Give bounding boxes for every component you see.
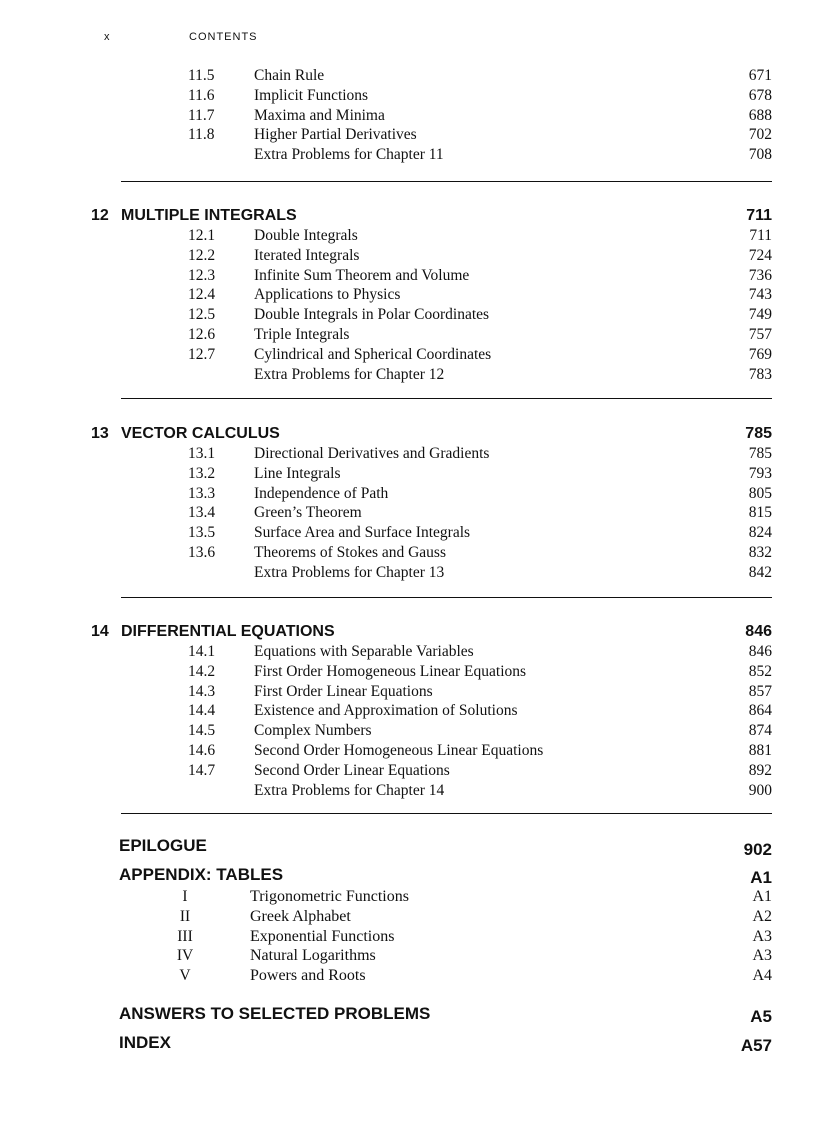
toc-entry [0, 106, 816, 126]
section-page: 749 [748, 306, 772, 324]
toc-entry [0, 662, 816, 682]
section-title: Existence and Approximation of Solutions [254, 702, 518, 720]
appendix [0, 864, 816, 986]
toc-entry [0, 365, 816, 385]
section-title: Applications to Physics [254, 286, 401, 304]
section-title: Double Integrals [254, 227, 358, 244]
section-number: 14.2 [188, 662, 216, 680]
part-heading [0, 1032, 816, 1054]
section-number: 14.4 [188, 702, 216, 720]
table-page: A4 [752, 967, 772, 985]
appendix-title: APPENDIX: TABLES [119, 865, 284, 884]
toc-entry [0, 523, 816, 543]
section-title: Extra Problems for Chapter 12 [254, 365, 445, 383]
section-number: 11.6 [188, 86, 215, 104]
table-page: A1 [752, 888, 772, 905]
section-title: Line Integrals [254, 464, 341, 482]
chapter-number: 14 [91, 623, 109, 640]
section-number: 12.3 [188, 266, 216, 284]
toc-entry [0, 464, 816, 484]
index-title: INDEX [119, 1033, 171, 1052]
section-page: 892 [748, 761, 772, 779]
section-page: 881 [748, 741, 772, 759]
section-number: 12.6 [188, 325, 216, 343]
table-title: Greek Alphabet [250, 907, 351, 925]
section-page: 864 [748, 702, 772, 720]
index-entry [0, 1032, 816, 1054]
section-number: 13.2 [188, 464, 216, 482]
toc-entry [0, 927, 816, 947]
chapter-page: 846 [745, 623, 772, 640]
part-heading [0, 864, 816, 886]
divider-rule [121, 181, 772, 182]
table-number: I [182, 888, 188, 905]
section-number: 12.2 [188, 246, 216, 264]
toc-entry [0, 444, 816, 464]
section-number: 13.1 [188, 445, 216, 462]
toc-entry [0, 145, 816, 165]
section-title: Implicit Functions [254, 86, 369, 104]
epilogue-title: EPILOGUE [119, 836, 207, 855]
toc-entry [0, 125, 816, 145]
section-number: 12.4 [188, 286, 216, 304]
section-number: 13.3 [188, 484, 216, 502]
section-number: 12.1 [188, 227, 216, 244]
toc-entry [0, 966, 816, 986]
section-page: 736 [748, 266, 772, 284]
section-page: 678 [748, 86, 772, 104]
toc-entry [0, 721, 816, 741]
part-heading [0, 835, 816, 857]
section-number: 12.5 [188, 306, 216, 324]
divider-rule [121, 398, 772, 399]
chapter-12 [0, 205, 816, 384]
part-heading [0, 1003, 816, 1025]
section-number: 14.5 [188, 722, 216, 740]
section-page: 724 [748, 246, 772, 264]
section-page: 702 [748, 126, 772, 144]
section-page: 711 [749, 227, 772, 244]
chapter-number: 13 [91, 425, 109, 442]
section-number: 11.5 [188, 67, 215, 84]
answers-page: A5 [750, 1007, 772, 1026]
chapter-13 [0, 423, 816, 583]
toc-entry [0, 66, 816, 86]
toc-entry [0, 907, 816, 927]
section-title: Green’s Theorem [254, 504, 362, 522]
section-number: 14.7 [188, 761, 216, 779]
toc-entry [0, 563, 816, 583]
toc-entry [0, 484, 816, 504]
section-title: Surface Area and Surface Integrals [254, 524, 471, 542]
toc-entry [0, 226, 816, 246]
table-number: IV [176, 947, 194, 965]
section-page: 688 [748, 106, 772, 124]
section-title: Extra Problems for Chapter 13 [254, 563, 445, 581]
toc-entry [0, 345, 816, 365]
section-title: Chain Rule [254, 67, 325, 84]
table-page: A2 [752, 907, 772, 925]
section-title: Extra Problems for Chapter 11 [254, 146, 444, 164]
toc-entry [0, 761, 816, 781]
section-number: 11.8 [188, 126, 215, 144]
toc-entry [0, 325, 816, 345]
toc-entry [0, 682, 816, 702]
section-page: 708 [748, 146, 772, 164]
section-title: First Order Linear Equations [254, 682, 433, 700]
chapter-title: VECTOR CALCULUS [121, 425, 280, 442]
section-page: 900 [748, 781, 772, 799]
section-page: 805 [748, 484, 772, 502]
toc-entry [0, 285, 816, 305]
chapter-number: 12 [91, 207, 109, 224]
section-title: Extra Problems for Chapter 14 [254, 781, 445, 799]
toc-entry [0, 305, 816, 325]
section-title: Infinite Sum Theorem and Volume [254, 266, 470, 284]
index-page: A57 [740, 1036, 772, 1055]
toc-entry [0, 701, 816, 721]
section-title: Double Integrals in Polar Coordinates [254, 306, 490, 324]
section-title: Higher Partial Derivatives [254, 126, 417, 144]
section-title: Second Order Homogeneous Linear Equations [254, 741, 544, 759]
toc-entry [0, 86, 816, 106]
chapter-page: 711 [746, 207, 772, 224]
chapter-heading [0, 423, 816, 444]
chapter-title: MULTIPLE INTEGRALS [121, 207, 297, 224]
section-page: 824 [748, 524, 772, 542]
section-title: Theorems of Stokes and Gauss [254, 543, 446, 561]
chapter-page: 785 [745, 425, 772, 442]
section-number: 14.1 [188, 643, 216, 660]
section-number: 13.5 [188, 524, 216, 542]
toc-entry [0, 741, 816, 761]
section-title: Directional Derivatives and Gradients [254, 445, 490, 462]
table-number: III [177, 927, 193, 945]
toc-entry [0, 543, 816, 563]
section-page: 842 [748, 563, 772, 581]
section-title: Complex Numbers [254, 722, 372, 740]
epilogue-page: 902 [743, 840, 772, 859]
section-page: 832 [748, 543, 772, 561]
section-page: 846 [748, 643, 772, 660]
section-title: Cylindrical and Spherical Coordinates [254, 345, 492, 363]
section-title: Second Order Linear Equations [254, 761, 450, 779]
section-page: 815 [748, 504, 772, 522]
epilogue-entry [0, 835, 816, 857]
section-number: 11.7 [188, 106, 215, 124]
answers-entry [0, 1003, 816, 1025]
toc-entry [0, 503, 816, 523]
toc-entry [0, 266, 816, 286]
toc-entry [0, 781, 816, 801]
table-title: Exponential Functions [250, 927, 395, 945]
table-page: A3 [752, 947, 772, 965]
section-page: 857 [748, 682, 772, 700]
chapter-heading [0, 205, 816, 226]
chapter-14 [0, 621, 816, 800]
section-number: 14.6 [188, 741, 216, 759]
divider-rule [121, 597, 772, 598]
section-number: 12.7 [188, 345, 216, 363]
section-number: 14.3 [188, 682, 216, 700]
section-page: 852 [748, 662, 772, 680]
table-title: Natural Logarithms [250, 947, 376, 965]
section-title: Triple Integrals [254, 325, 350, 343]
divider-rule [121, 813, 772, 814]
running-title: CONTENTS [189, 31, 258, 43]
answers-title: ANSWERS TO SELECTED PROBLEMS [119, 1004, 431, 1023]
section-number: 13.4 [188, 504, 216, 522]
table-title: Trigonometric Functions [250, 888, 409, 905]
section-page: 743 [748, 286, 772, 304]
section-page: 769 [748, 345, 772, 363]
table-number: II [179, 907, 191, 925]
section-page: 757 [748, 325, 772, 343]
section-title: Iterated Integrals [254, 246, 360, 264]
section-page: 785 [748, 445, 772, 462]
section-page: 671 [748, 67, 772, 84]
table-title: Powers and Roots [250, 967, 366, 985]
chapter-title: DIFFERENTIAL EQUATIONS [121, 623, 335, 640]
toc-entry [0, 887, 816, 907]
running-head [0, 31, 816, 47]
table-number: V [179, 967, 191, 985]
toc-entry [0, 642, 816, 662]
section-title: Independence of Path [254, 484, 389, 502]
section-title: Equations with Separable Variables [254, 643, 474, 660]
section-page: 793 [748, 464, 772, 482]
section-title: Maxima and Minima [254, 106, 385, 124]
appendix-page: A1 [750, 868, 772, 887]
section-page: 783 [748, 365, 772, 383]
section-number: 13.6 [188, 543, 216, 561]
section-title: First Order Homogeneous Linear Equations [254, 662, 527, 680]
chapter-heading [0, 621, 816, 642]
toc-entry [0, 946, 816, 966]
page-number: x [104, 31, 111, 43]
section-page: 874 [748, 722, 772, 740]
continued-entries [0, 66, 816, 165]
table-page: A3 [752, 927, 772, 945]
toc-entry [0, 246, 816, 266]
